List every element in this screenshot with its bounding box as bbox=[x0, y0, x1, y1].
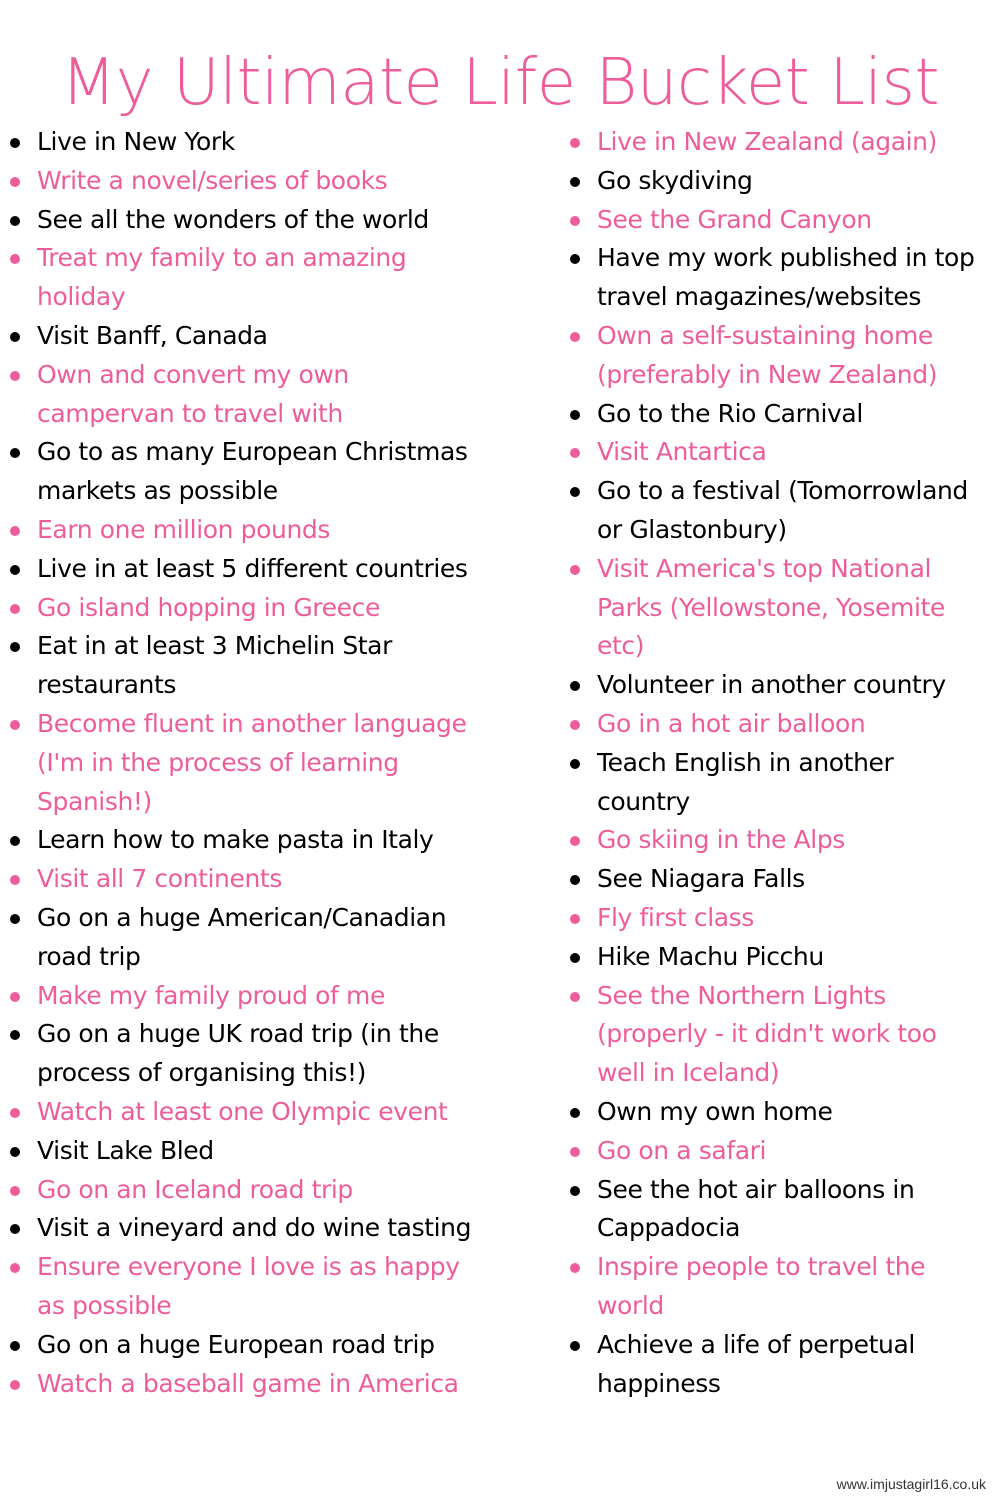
list-item: Live in New York bbox=[37, 123, 487, 162]
list-item: See Niagara Falls bbox=[597, 860, 992, 899]
list-item: Visit Antartica bbox=[597, 433, 992, 472]
list-item: Go on a safari bbox=[597, 1132, 992, 1171]
website-url: www.imjustagirl16.co.uk bbox=[836, 1476, 986, 1492]
list-item: Own a self-sustaining home (preferably in New Zealand) bbox=[597, 317, 992, 395]
list-item: Go to a festival (Tomorrowland or Glastonbury) bbox=[597, 472, 992, 550]
list-item: Go to the Rio Carnival bbox=[597, 395, 992, 434]
list-item: See the hot air balloons in Cappadocia bbox=[597, 1171, 992, 1249]
list-item: Earn one million pounds bbox=[37, 511, 487, 550]
list-item: Inspire people to travel the world bbox=[597, 1248, 992, 1326]
list-item: Achieve a life of perpetual happiness bbox=[597, 1326, 992, 1404]
list-item: Make my family proud of me bbox=[37, 977, 487, 1016]
list-item: Visit a vineyard and do wine tasting bbox=[37, 1209, 487, 1248]
list-item: Watch a baseball game in America bbox=[37, 1365, 487, 1404]
list-item: Ensure everyone I love is as happy as possible bbox=[37, 1248, 487, 1326]
bucket-list-left-column bbox=[37, 123, 487, 1403]
list-item: Go on a huge European road trip bbox=[37, 1326, 487, 1365]
list-item: Eat in at least 3 Michelin Star restaurants bbox=[37, 627, 487, 705]
list-item: Become fluent in another language (I'm in the process of learning Spanish!) bbox=[37, 705, 487, 821]
list-item: Own and convert my own campervan to travel with bbox=[37, 356, 487, 434]
list-item: Teach English in another country bbox=[597, 744, 992, 822]
list-item: Go island hopping in Greece bbox=[37, 589, 487, 628]
list-item: Go skydiving bbox=[597, 162, 992, 201]
list-item: Visit America's top National Parks (Yellowstone, Yosemite etc) bbox=[597, 550, 992, 666]
list-item: See the Grand Canyon bbox=[597, 201, 992, 240]
list-item: Own my own home bbox=[597, 1093, 992, 1132]
list-item: Write a novel/series of books bbox=[37, 162, 487, 201]
list-item: Go on an Iceland road trip bbox=[37, 1171, 487, 1210]
list-item: Go skiing in the Alps bbox=[597, 821, 992, 860]
list-item: Live in New Zealand (again) bbox=[597, 123, 992, 162]
list-item: Learn how to make pasta in Italy bbox=[37, 821, 487, 860]
list-item: Watch at least one Olympic event bbox=[37, 1093, 487, 1132]
bucket-list-right-column bbox=[597, 123, 992, 1403]
list-item: See the Northern Lights (properly - it didn't work too well in Iceland) bbox=[597, 977, 992, 1093]
list-item: Go on a huge UK road trip (in the process of organising this!) bbox=[37, 1015, 487, 1093]
list-item: Visit Banff, Canada bbox=[37, 317, 487, 356]
list-item: See all the wonders of the world bbox=[37, 201, 487, 240]
list-item: Go to as many European Christmas markets as possible bbox=[37, 433, 487, 511]
page-title: My Ultimate Life Bucket List bbox=[60, 45, 940, 120]
list-item: Go on a huge American/Canadian road trip bbox=[37, 899, 487, 977]
list-item: Volunteer in another country bbox=[597, 666, 992, 705]
list-item: Visit all 7 continents bbox=[37, 860, 487, 899]
list-item: Have my work published in top travel magazines/websites bbox=[597, 239, 992, 317]
list-item: Visit Lake Bled bbox=[37, 1132, 487, 1171]
list-item: Go in a hot air balloon bbox=[597, 705, 992, 744]
list-item: Live in at least 5 different countries bbox=[37, 550, 487, 589]
list-item: Treat my family to an amazing holiday bbox=[37, 239, 487, 317]
list-item: Fly first class bbox=[597, 899, 992, 938]
list-item: Hike Machu Picchu bbox=[597, 938, 992, 977]
